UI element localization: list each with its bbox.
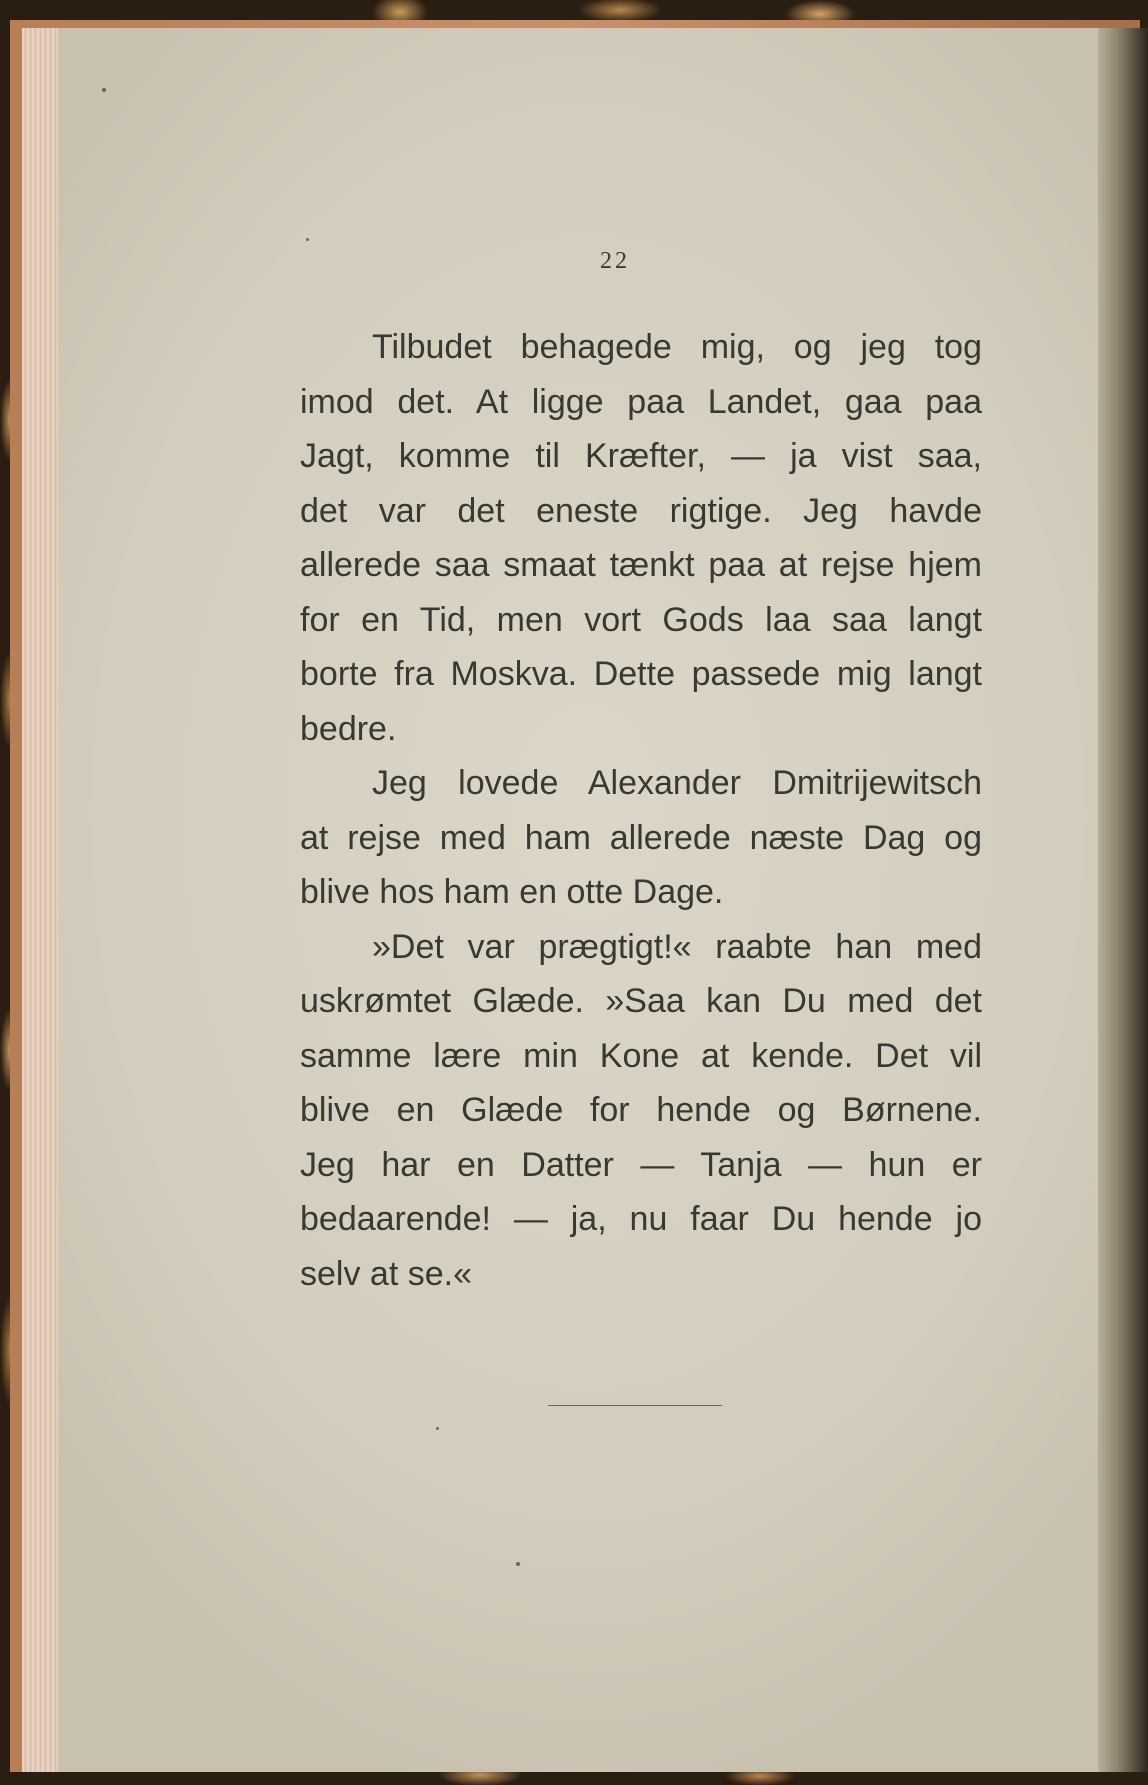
page-number: 22 — [600, 248, 630, 274]
text-line: allerede saa smaat tænkt paa at rejse hjem — [300, 546, 982, 584]
text-line: »Det var prægtigt!« raabte han med — [372, 927, 982, 966]
text-line: Jeg lovede Alexander Dmitrijewitsch — [372, 764, 982, 802]
text-line: blive hos ham en otte Dage. — [300, 873, 724, 911]
section-divider-rule — [548, 1405, 722, 1406]
text-line: for en Tid, men vort Gods laa saa langt — [300, 600, 982, 639]
book-gutter-shadow — [1098, 28, 1148, 1772]
text-line: uskrømtet Glæde. »Saa kan Du med det — [300, 982, 982, 1020]
paper-speck — [436, 1427, 439, 1430]
paper-speck — [306, 238, 309, 241]
text-line: samme lære min Kone at kende. Det vil — [300, 1036, 982, 1075]
text-line: blive en Glæde for hende og Børnene. — [300, 1091, 982, 1129]
text-line: det var det eneste rigtige. Jeg havde — [300, 491, 982, 530]
text-line: Jagt, komme til Kræfter, — ja vist saa, — [300, 437, 982, 475]
text-line: bedre. — [300, 709, 397, 748]
paper-speck — [102, 88, 106, 92]
text-line: at rejse med ham allerede næste Dag og — [300, 818, 982, 857]
text-line: imod det. At ligge paa Landet, gaa paa — [300, 382, 982, 421]
text-line: bedaarende! — ja, nu faar Du hende jo — [300, 1200, 982, 1238]
text-line: Tilbudet behagede mig, og jeg tog — [372, 328, 982, 366]
text-line: Jeg har en Datter — Tanja — hun er — [300, 1145, 982, 1184]
page-block-edge — [22, 28, 60, 1772]
text-line: selv at se.« — [300, 1254, 472, 1293]
text-line: borte fra Moskva. Dette passede mig langt — [300, 655, 982, 693]
paper-speck — [516, 1562, 520, 1566]
body-text — [300, 320, 982, 1301]
